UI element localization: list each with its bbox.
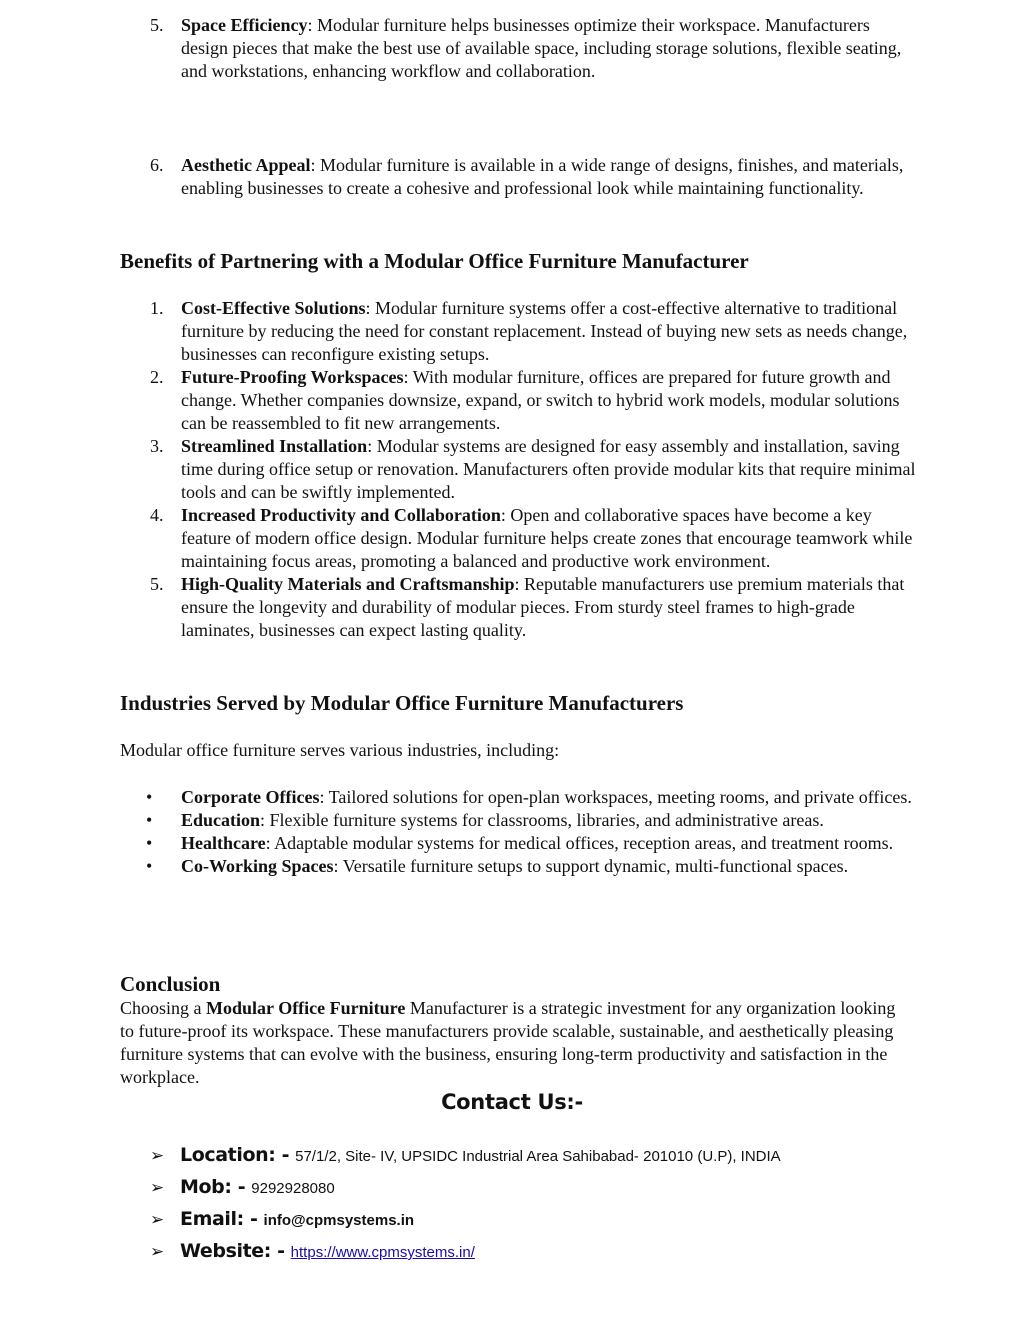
arrow-bullet-icon: ➢ — [150, 1210, 165, 1230]
arrow-bullet-icon: ➢ — [150, 1178, 165, 1198]
list-item — [120, 154, 920, 200]
item-title: Streamlined Installation — [181, 436, 368, 456]
conclusion-text-end: Manufacturer is a strategic investment for any organization looking to future-proof its workspace. These manufacturers provide scalable, sustainable, and aesthetically pleasing furniture systems that can evolve with the business, ensuring long-term productivity and satisfaction in the workplace. — [120, 998, 896, 1087]
bullet-icon: • — [146, 810, 153, 830]
item-title: Cost-Effective Solutions — [181, 298, 366, 318]
website-link[interactable]: https://www.cpmsystems.in/ — [290, 1244, 475, 1261]
industries-intro: Modular office furniture serves various industries, including: — [120, 740, 560, 760]
conclusion-paragraph — [120, 997, 910, 1089]
arrow-bullet-icon: ➢ — [150, 1146, 165, 1166]
bullet-icon: • — [146, 856, 153, 876]
website-label: Website: - — [180, 1240, 285, 1262]
industries-list — [120, 786, 920, 878]
bullet-icon: • — [146, 787, 153, 807]
list-number: 2. — [150, 367, 164, 387]
item-text: : Tailored solutions for open-plan workspaces, meeting rooms, and private offices. — [319, 787, 912, 807]
features-list-continued-2 — [120, 154, 920, 200]
item-text: : Open and collaborative spaces have become a key feature of modern office design. Modular furniture helps create zones that encourage teamwork while maintaining focus areas, promoting a balanced and productive work environment. — [181, 505, 913, 571]
features-list-continued — [120, 14, 920, 83]
contact-website-row — [150, 1240, 781, 1272]
benefits-heading: Benefits of Partnering with a Modular Office Furniture Manufacturer — [120, 249, 749, 273]
contact-title: Contact Us:- — [441, 1090, 583, 1114]
industries-heading: Industries Served by Modular Office Furniture Manufacturers — [120, 691, 684, 715]
list-item — [120, 786, 920, 809]
item-text: : Modular furniture systems offer a cost-effective alternative to traditional furniture by reducing the need for constant replacement. Instead of buying new sets as needs change, businesses can reconfigure existing setups. — [181, 298, 908, 364]
list-number: 6. — [150, 155, 164, 175]
item-text: : Modular furniture is available in a wide range of designs, finishes, and materials, enabling businesses to create a cohesive and professional look while maintaining functionality. — [181, 155, 904, 198]
mob-label: Mob: - — [180, 1176, 246, 1198]
item-title: Healthcare — [181, 833, 266, 853]
location-value: 57/1/2, Site- IV, UPSIDC Industrial Area Sahibabad- 201010 (U.P), INDIA — [295, 1148, 781, 1165]
item-title: Aesthetic Appeal — [181, 155, 311, 175]
benefits-list — [120, 297, 920, 642]
list-item — [120, 14, 920, 83]
list-item — [120, 573, 920, 642]
list-number: 5. — [150, 574, 164, 594]
conclusion-heading: Conclusion — [120, 972, 221, 996]
item-title: Future-Proofing Workspaces — [181, 367, 404, 387]
list-number: 3. — [150, 436, 164, 456]
list-number: 1. — [150, 298, 164, 318]
location-label: Location: - — [180, 1144, 290, 1166]
item-title: Space Efficiency — [181, 15, 308, 35]
item-title: High-Quality Materials and Craftsmanship — [181, 574, 515, 594]
email-value: info@cpmsystems.in — [263, 1212, 415, 1229]
contact-location-row — [150, 1144, 781, 1176]
arrow-bullet-icon: ➢ — [150, 1242, 165, 1262]
conclusion-text-start: Choosing a — [120, 998, 207, 1018]
item-text: : Adaptable modular systems for medical offices, reception areas, and treatment rooms. — [265, 833, 894, 853]
item-text: : Reputable manufacturers use premium materials that ensure the longevity and durability of modular pieces. From sturdy steel frames to high-grade laminates, businesses can expect lasting quality. — [181, 574, 905, 640]
mob-value: 9292928080 — [251, 1180, 335, 1197]
item-text: : Modular furniture helps businesses optimize their workspace. Manufacturers design pieces that make the best use of available space, including storage solutions, flexible seating, and workstations, enhancing workflow and collaboration. — [181, 15, 902, 81]
contact-mob-row — [150, 1176, 781, 1208]
list-item — [120, 435, 920, 504]
item-title: Education — [181, 810, 261, 830]
item-text: : With modular furniture, offices are prepared for future growth and change. Whether companies downsize, expand, or switch to hybrid work models, modular solutions can be reassembled to fit new arrangements. — [181, 367, 900, 433]
list-item — [120, 504, 920, 573]
item-title: Co-Working Spaces — [181, 856, 334, 876]
list-item — [120, 832, 920, 855]
item-title: Corporate Offices — [181, 787, 320, 807]
list-item — [120, 855, 920, 878]
contact-list — [150, 1144, 781, 1272]
list-number: 5. — [150, 15, 164, 35]
list-item — [120, 809, 920, 832]
item-title: Increased Productivity and Collaboration — [181, 505, 501, 525]
item-text: : Modular systems are designed for easy assembly and installation, saving time during office setup or renovation. Manufacturers often provide modular kits that require minimal tools and can be swiftly implemented. — [181, 436, 916, 502]
email-label: Email: - — [180, 1208, 258, 1230]
bullet-icon: • — [146, 833, 153, 853]
list-number: 4. — [150, 505, 164, 525]
conclusion-keyword: Modular Office Furniture — [206, 998, 406, 1018]
list-item — [120, 297, 920, 366]
item-text: : Versatile furniture setups to support dynamic, multi-functional spaces. — [333, 856, 849, 876]
list-item — [120, 366, 920, 435]
item-text: : Flexible furniture systems for classrooms, libraries, and administrative areas. — [260, 810, 824, 830]
contact-email-row — [150, 1208, 781, 1240]
